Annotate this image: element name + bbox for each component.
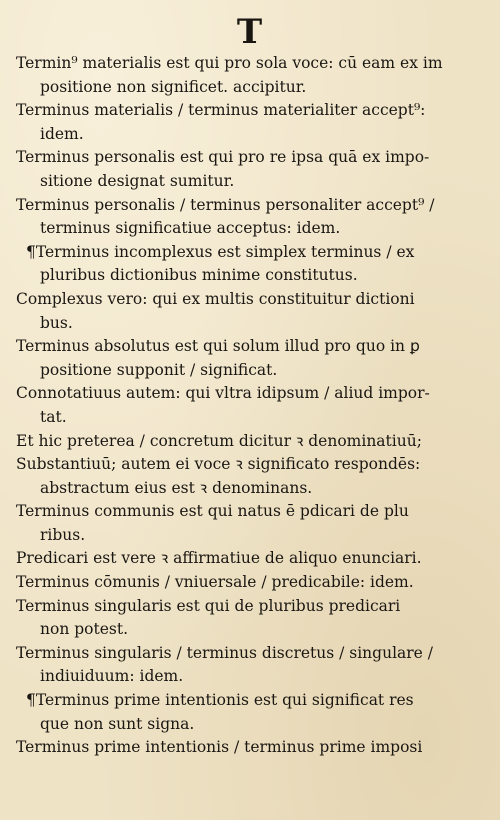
text-line: Et hic preterea / concretum dicitur ꝛ denominatiuū; [16,431,422,450]
text-line: Termin⁹ materialis est qui pro sola voce: cū eam ex im [16,54,443,72]
text-line: ribus. [40,525,86,544]
text-line: Terminus prime intentionis / terminus prime imposi [16,738,423,757]
text-line: positione supponit / significat. [40,360,278,379]
text-line: positione non significet. accipitur. [40,77,307,96]
text-line: ¶Terminus prime intentionis est qui significat res [26,691,414,710]
text-line: ¶Terminus incomplexus est simplex terminus / ex [26,242,415,261]
text-line: Terminus cōmunis / vniuersale / predicabile: idem. [16,573,414,592]
text-line: abstractum eius est ꝛ denominans. [40,478,313,497]
text-line: Complexus vero: qui ex multis constituitur dictioni [16,289,415,308]
text-line: Terminus singularis est qui de pluribus predicari [16,596,401,615]
text-line: idem. [40,124,84,143]
text-line: Terminus personalis / terminus personaliter accept⁹ / [16,195,435,214]
text-line: Terminus singularis / terminus discretus / singulare / [16,643,433,662]
text-line: non potest. [40,620,128,639]
text-line: tat. [40,407,67,426]
text-line: Predicari est vere ꝛ affirmatiue de aliquo enunciari. [16,549,422,568]
text-line: terminus significatiue acceptus: idem. [40,219,341,238]
text-line: bus. [40,313,73,332]
text-line: Terminus materialis / terminus materialiter accept⁹: [16,101,426,120]
text-line: Connotatiuus autem: qui vltra idipsum / aliud impor- [16,384,430,403]
text-line: pluribus dictionibus minime constitutus. [40,266,358,285]
text-line: que non sunt signa. [40,714,195,733]
text-line: sitione designat sumitur. [40,171,235,190]
text-line: Terminus absolutus est qui solum illud pro quo in ꝑ [16,337,420,356]
text-block [14,52,464,760]
head-letter: T [236,12,264,52]
text-line: indiuiduum: idem. [40,667,184,686]
text-line: Terminus personalis est qui pro re ipsa quā ex impo- [16,148,430,167]
text-line: Substantiuū; autem ei voce ꝛ significato respondēs: [16,455,421,474]
text-line: Terminus communis est qui natus ē pdicari de plu [16,502,409,521]
